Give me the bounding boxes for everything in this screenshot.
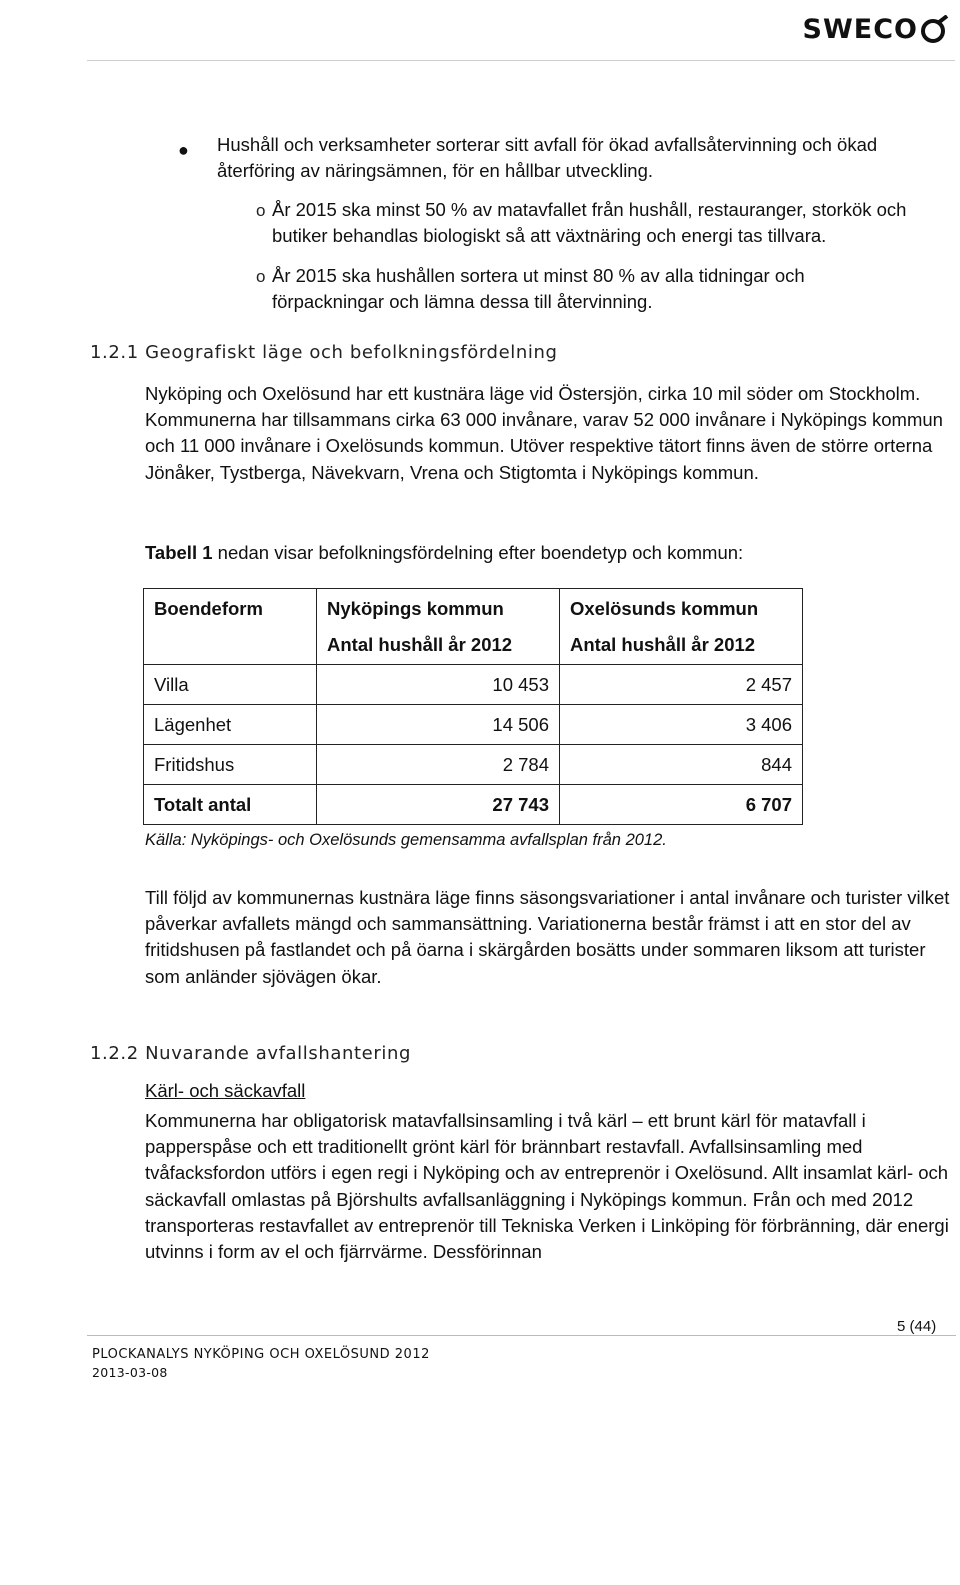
cell-boendeform: Lägenhet (144, 705, 317, 745)
section-heading-1-2-1: 1.2.1 Geografiskt läge och befolkningsfördelning (90, 342, 558, 363)
sub-bullet-icon: o (256, 201, 266, 220)
table-source: Källa: Nyköpings- och Oxelösunds gemensamma avfallsplan från 2012. (145, 831, 667, 849)
subheading-karl-sackavfall: Kärl- och säckavfall (145, 1080, 306, 1101)
logo-text: SWECO (802, 14, 918, 45)
header-cell: Oxelösunds kommun Antal hushåll år 2012 (560, 589, 803, 665)
sub-bullet-icon: o (256, 267, 266, 286)
table-intro (145, 540, 945, 566)
bullet-dot-icon: ● (178, 140, 189, 160)
intro-sub-item-1: År 2015 ska minst 50 % av matavfallet från hushåll, restauranger, storkök och butiker behandlas biologiskt så att växtnäring och energi tas tillvara. (272, 199, 907, 247)
table-header-row (144, 589, 803, 665)
intro-sub-item-2: År 2015 ska hushållen sortera ut minst 80 % av alla tidningar och förpackningar och lämna dessa till återvinning. (272, 265, 805, 313)
population-table (143, 588, 803, 825)
footer-date: 2013-03-08 (92, 1365, 168, 1380)
table-total-row (144, 785, 803, 825)
footer-divider (87, 1335, 956, 1336)
section-1-2-2-paragraph: Kommunerna har obligatorisk matavfallsinsamling i två kärl – ett brunt kärl för matavfall i papperspåse och ett traditionellt grönt kärl för brännbart restavfall. Avfallsinsamling med tvåfacksfordon utförs i egen regi i Nyköping och av entreprenör i Oxelösund. Allt insamlat kärl- och säckavfall omlastas på Björshults avfallsanläggning i Nyköpings kommun. Från och med 2012 transporteras restavfallet av entreprenör till Tekniska Verken i Linköping för förbränning, där energi utvinns i form av el och fjärrvärme. Dessförinnan (145, 1110, 949, 1263)
table-reference: Tabell 1 (145, 542, 213, 563)
cell-boendeform: Villa (144, 665, 317, 705)
footer-title: PLOCKANALYS NYKÖPING OCH OXELÖSUND 2012 (92, 1347, 430, 1362)
sweco-logo (803, 14, 950, 45)
table-row (144, 665, 803, 705)
table-intro-text: nedan visar befolkningsfördelning efter boendetyp och kommun: (212, 542, 744, 563)
intro-bullet-text: Hushåll och verksamheter sorterar sitt avfall för ökad avfallsåtervinning och ökad återföring av näringsämnen, för en hållbar utveckling. (217, 134, 878, 182)
cell-total-oxelosund: 6 707 (560, 785, 803, 825)
cell-oxelosund: 2 457 (560, 665, 803, 705)
section-1-2-1-paragraph: Nyköping och Oxelösund har ett kustnära läge vid Östersjön, cirka 10 mil söder om Stockholm. Kommunerna har tillsammans cirka 63 000 invånare, varav 52 000 invånare i Nyköpings kommun och 11 000 invånare i Oxelösunds kommun. Utöver respektive tätort finns även de större orterna Jönåker, Tystberga, Nävekvarn, Vrena och Stigtomta i Nyköpings kommun. (145, 383, 943, 483)
cell-oxelosund: 3 406 (560, 705, 803, 745)
cell-total-label: Totalt antal (144, 785, 317, 825)
cell-nykoping: 10 453 (317, 665, 560, 705)
seasonal-paragraph: Till följd av kommunernas kustnära läge finns säsongsvariationer i antal invånare och turister vilket påverkar avfallets mängd och sammansättning. Variationerna består främst i att en stor del av fritidshusen på fastlandet och på öarna i skärgården bosätts under sommaren liksom att turister som anländer sjövägen ökar. (145, 887, 950, 987)
table-row (144, 745, 803, 785)
header-divider (87, 60, 955, 61)
page-number: 5 (44) (897, 1318, 937, 1335)
table-row (144, 705, 803, 745)
header-cell: Nyköpings kommun Antal hushåll år 2012 (317, 589, 560, 665)
cell-boendeform: Fritidshus (144, 745, 317, 785)
header-cell: Boendeform (144, 589, 317, 665)
cell-oxelosund: 844 (560, 745, 803, 785)
cell-total-nykoping: 27 743 (317, 785, 560, 825)
logo-mark-icon (920, 15, 950, 45)
section-heading-1-2-2: 1.2.2 Nuvarande avfallshantering (90, 1043, 411, 1064)
cell-nykoping: 14 506 (317, 705, 560, 745)
cell-nykoping: 2 784 (317, 745, 560, 785)
